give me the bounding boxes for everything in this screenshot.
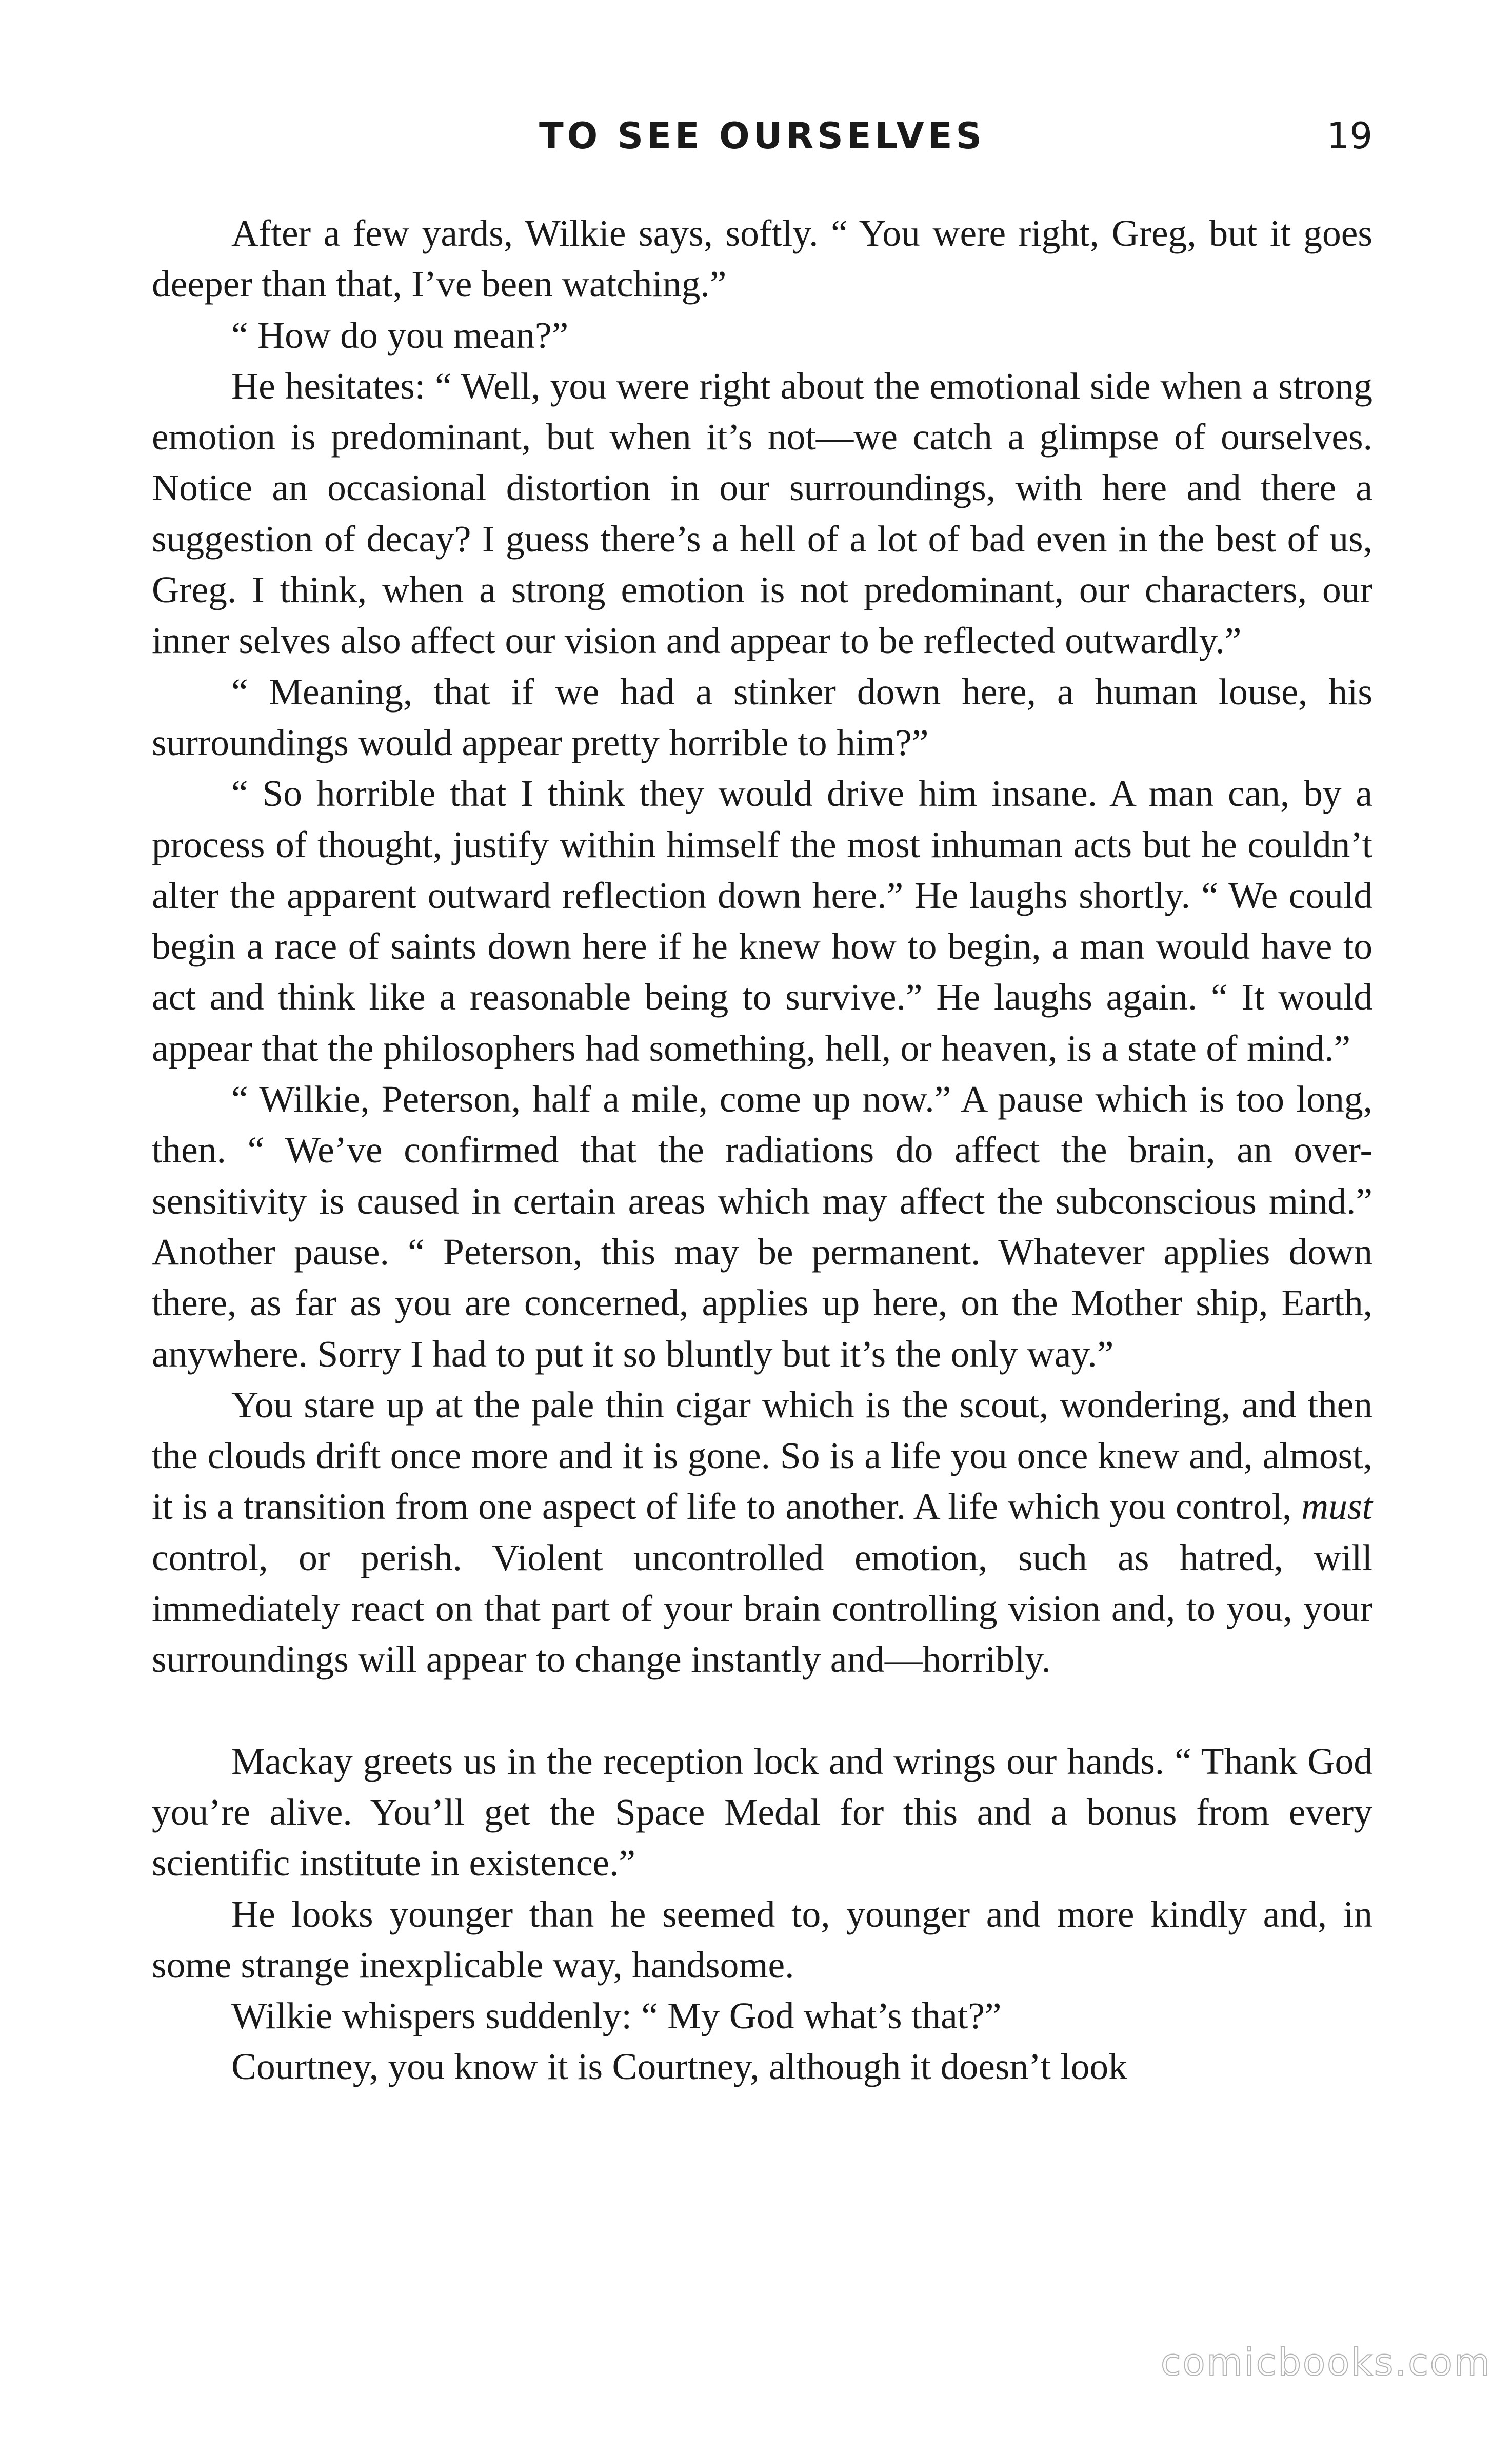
paragraph: “ Wilkie, Peterson, half a mile, come up now.” A pause which is too long, then. “ We’ve confirmed that the radiations do affect the brain, an over-sensitivity is caused in certain areas which may affect the subconscious mind.” Another pause. “ Peterson, this may be permanent. Whatever applies down there, as far as you are concerned, applies up here, on the Mother ship, Earth, anywhere. Sorry I had to put it so bluntly but it’s the only way.” [152, 1078, 1372, 1375]
emphasis-text: must [1301, 1486, 1372, 1528]
paragraph: “ Meaning, that if we had a stinker down here, a human louse, his surroundings would appear pretty horrible to him?” [152, 670, 1372, 763]
paragraph: After a few yards, Wilkie says, softly. “ You were right, Greg, but it goes deeper than that, I’ve been watching.” [152, 212, 1372, 305]
paragraph: Courtney, you know it is Courtney, although it doesn’t look [231, 2046, 1127, 2088]
paragraph: “ So horrible that I think they would drive him insane. A man can, by a process of thought, justify within himself the most inhuman acts but he couldn’t alter the apparent outward reflection down here.” He laughs shortly. “ We could begin a race of saints down here if he knew how to begin, a man would have to act and think like a reasonable being to survive.” He laughs again. “ It would appear that the philosophers had something, hell, or heaven, is a state of mind.” [152, 773, 1372, 1069]
paragraph-text: You stare up at the pale thin cigar which is the scout, wondering, and then the clouds drift once more and it is gone. So is a life you once knew and, almost, it is a transition from one aspect of life to another. A life which you control, [152, 1383, 1372, 1528]
paragraph: He looks younger than he seemed to, younger and more kindly and, in some strange inexplicable way, handsome. [152, 1893, 1372, 1986]
paragraph: “ How do you mean?” [231, 314, 569, 356]
page-header [152, 110, 1372, 162]
page-number: 19 [1326, 115, 1372, 157]
watermark: comicbooks.com [1160, 2341, 1491, 2384]
paragraph: Wilkie whispers suddenly: “ My God what’s that?” [231, 1995, 1002, 2037]
paragraph-text: control, or perish. Violent uncontrolled emotion, such as hatred, will immediately react on that part of your brain controlling vision and, to you, your surroundings will appear to change instantly and—horribly. [152, 1536, 1372, 1680]
running-title: TO SEE OURSELVES [539, 115, 985, 157]
paragraph [152, 1379, 1372, 1685]
paragraph: Mackay greets us in the reception lock and wrings our hands. “ Thank God you’re alive. You’ll get the Space Medal for this and a bonus from every scientific institute in existence.” [152, 1740, 1372, 1884]
paragraph: He hesitates: “ Well, you were right about the emotional side when a strong emotion is predominant, but when it’s not—we catch a glimpse of ourselves. Notice an occasional distortion in our surroundings, with here and there a suggestion of decay? I guess there’s a hell of a lot of bad even in the best of us, Greg. I think, when a strong emotion is not predominant, our characters, our inner selves also affect our vision and appear to be reflected outwardly.” [152, 365, 1372, 662]
body-text [152, 208, 1372, 2092]
